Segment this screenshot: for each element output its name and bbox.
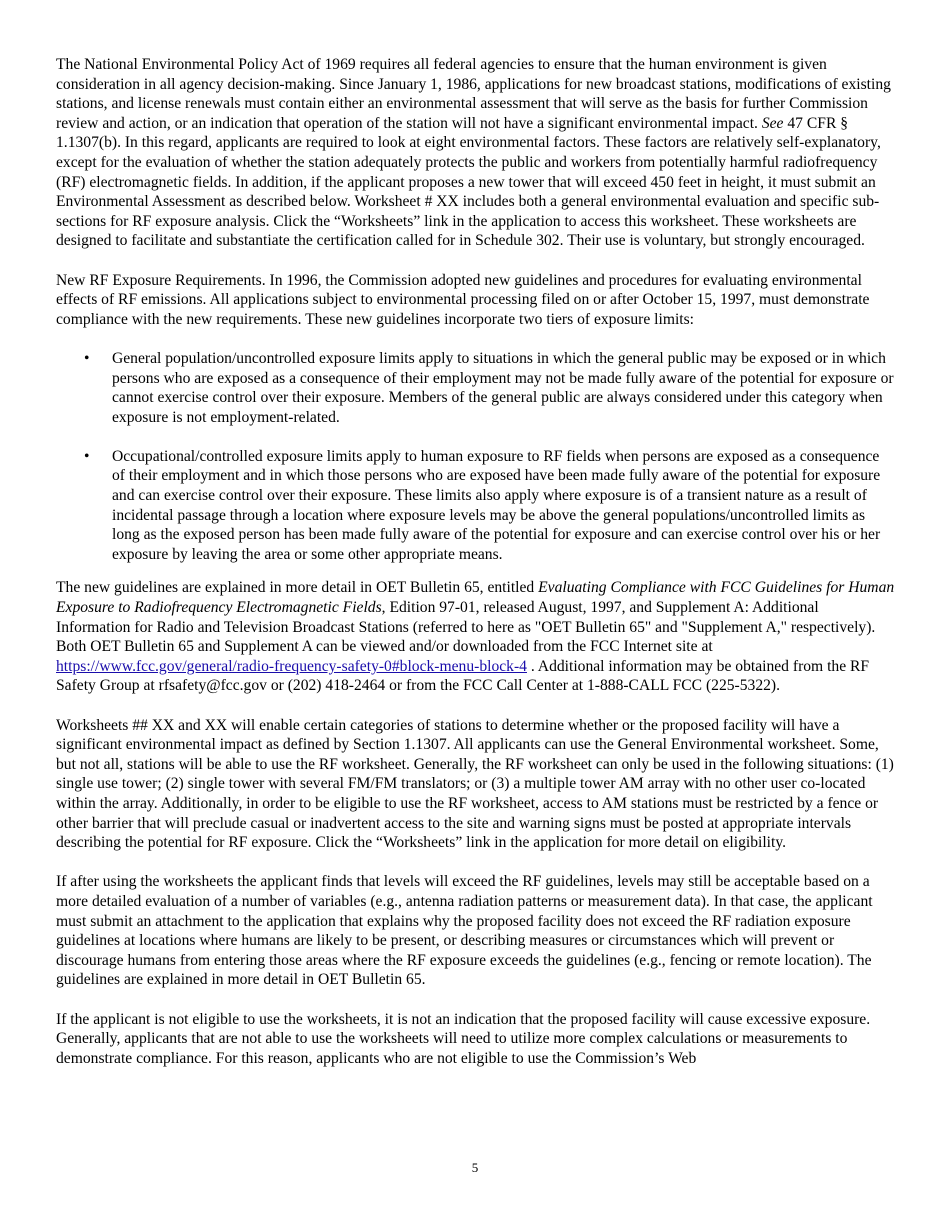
oet-text-c: . Additional information may be obtained from the RF Safety Group at rfsafety@fcc.gov or (202) 418-2464 or from the FCC Call Center at 1-888-CALL FCC (225-5322).: [56, 657, 870, 695]
nepa-text-a: The National Environmental Policy Act of 1969 requires all federal agencies to ensure that the human environment is given consideration in all agency decision-making. Since January 1, 1986, applications for new broadcast stations, modifications of existing stations, and license renewals must contain either an environmental assessment that will serve as the basis for further Commission review and action, or an indication that operation of the station will not have a significant environmental impact.: [56, 56, 891, 132]
paragraph-new-rf-requirements: New RF Exposure Requirements. In 1996, the Commission adopted new guidelines and procedures for evaluating environmental effects of RF emissions. All applications subject to environmental processing filed on or after October 15, 1997, must demonstrate compliance with the new requirements. These new guidelines incorporate two tiers of exposure limits:: [56, 271, 870, 328]
bullet-icon: •: [84, 447, 90, 465]
page-number: 5: [471, 1160, 479, 1175]
paragraph-nepa: [56, 55, 895, 251]
list-item: [56, 349, 895, 427]
paragraph-worksheets: Worksheets ## XX and XX will enable certain categories of stations to determine whether or the proposed facility will have a significant environmental impact as defined by Section 1.1307. All applicants can use the General Environmental worksheet. Some, but not all, stations will be able to use the RF worksheet. Generally, the RF worksheet can only be used in the following situations: (1) single use tower; (2) single tower with several FM/FM translators; or (3) a multiple tower AM array with no other user co-located within the array. Additionally, in order to be eligible to use the RF worksheet, access to AM stations must be restricted by a fence or other barrier that will preclude casual or inadvertent access to the site and warning signs must be posted at appropriate intervals describing the potential for RF exposure. Click the “Worksheets” link in the application for more detail on eligibility.: [56, 716, 894, 852]
fcc-rf-safety-link[interactable]: https://www.fcc.gov/general/radio-frequency-safety-0#block-menu-block-4: [56, 657, 527, 675]
oet-text-b: , Edition 97-01, released August, 1997, and Supplement A: Additional Information for Radio and Television Broadcast Stations (referred to here as "OET Bulletin 65" and "Supplement A," respectively). Both OET Bulletin 65 and Supplement A can be viewed and/or downloaded from the FCC Internet site at: [56, 599, 876, 656]
nepa-text-b: 47 CFR § 1.1307(b). In this regard, applicants are required to look at eight environmental factors. These factors are relatively self-explanatory, except for the evaluation of whether the station adequately protects the public and workers from potentially harmful radiofrequency (RF) electromagnetic fields. In addition, if the applicant proposes a new tower that will exceed 450 feet in height, it must submit an Environmental Assessment as described below. Worksheet # XX includes both a general environmental evaluation and specific sub-sections for RF exposure analysis. Click the “Worksheets” link in the application to access this worksheet. These worksheets are designed to facilitate and substantiate the certification called for in Schedule 302. Their use is voluntary, but strongly encouraged.: [56, 114, 881, 250]
list-item-text: Occupational/controlled exposure limits apply to human exposure to RF fields when persons are exposed as a consequence of their employment and in which those persons who are exposed have been made fully aware of the potential for exposure and can exercise control over their exposure. These limits also apply where exposure is of a transient nature as a result of incidental passage through a location where exposure levels may be above the general populations/uncontrolled limits as long as the exposed person has been made fully aware of the potential for exposure and can exercise control over his or her exposure by leaving the area or some other appropriate means.: [112, 447, 881, 563]
paragraph-exceed-guidelines: If after using the worksheets the applicant finds that levels will exceed the RF guidelines, levels may still be acceptable based on a more detailed evaluation of a number of variables (e.g., antenna radiation patterns or measurement data). In that case, the applicant must submit an attachment to the application that explains why the proposed facility does not exceed the RF radiation exposure guidelines at locations where humans are likely to be present, or describing measures or circumstances which will prevent or discourage humans from entering those areas where the RF exposure exceeds the guidelines (e.g., fencing or remote location). The guidelines are explained in more detail in OET Bulletin 65.: [56, 873, 873, 989]
oet-text-a: The new guidelines are explained in more detail in OET Bulletin 65, entitled: [56, 579, 539, 597]
paragraph-oet-bulletin: [56, 578, 895, 696]
bulletin-title: Evaluating Compliance with FCC Guidelines for Human Exposure to Radiofrequency Electromagnetic Fields: [56, 579, 895, 617]
paragraph-not-eligible: If the applicant is not eligible to use the worksheets, it is not an indication that the proposed facility will cause excessive exposure. Generally, applicants that are not able to use the worksheets will need to utilize more complex calculations or measurements to demonstrate compliance. For this reason, applicants who are not eligible to use the Commission’s Web: [56, 1010, 871, 1067]
bullet-icon: •: [84, 349, 90, 367]
see-italic: See: [761, 114, 784, 132]
exposure-tiers-list: [56, 349, 895, 565]
list-item: [56, 447, 895, 565]
list-item-text: General population/uncontrolled exposure limits apply to situations in which the general public may be exposed or in which persons who are exposed as a consequence of their employment may not be made fully aware of the potential for exposure or cannot exercise control over their exposure. Members of the general public are always considered under this category when exposure is not employment-related.: [112, 349, 894, 426]
